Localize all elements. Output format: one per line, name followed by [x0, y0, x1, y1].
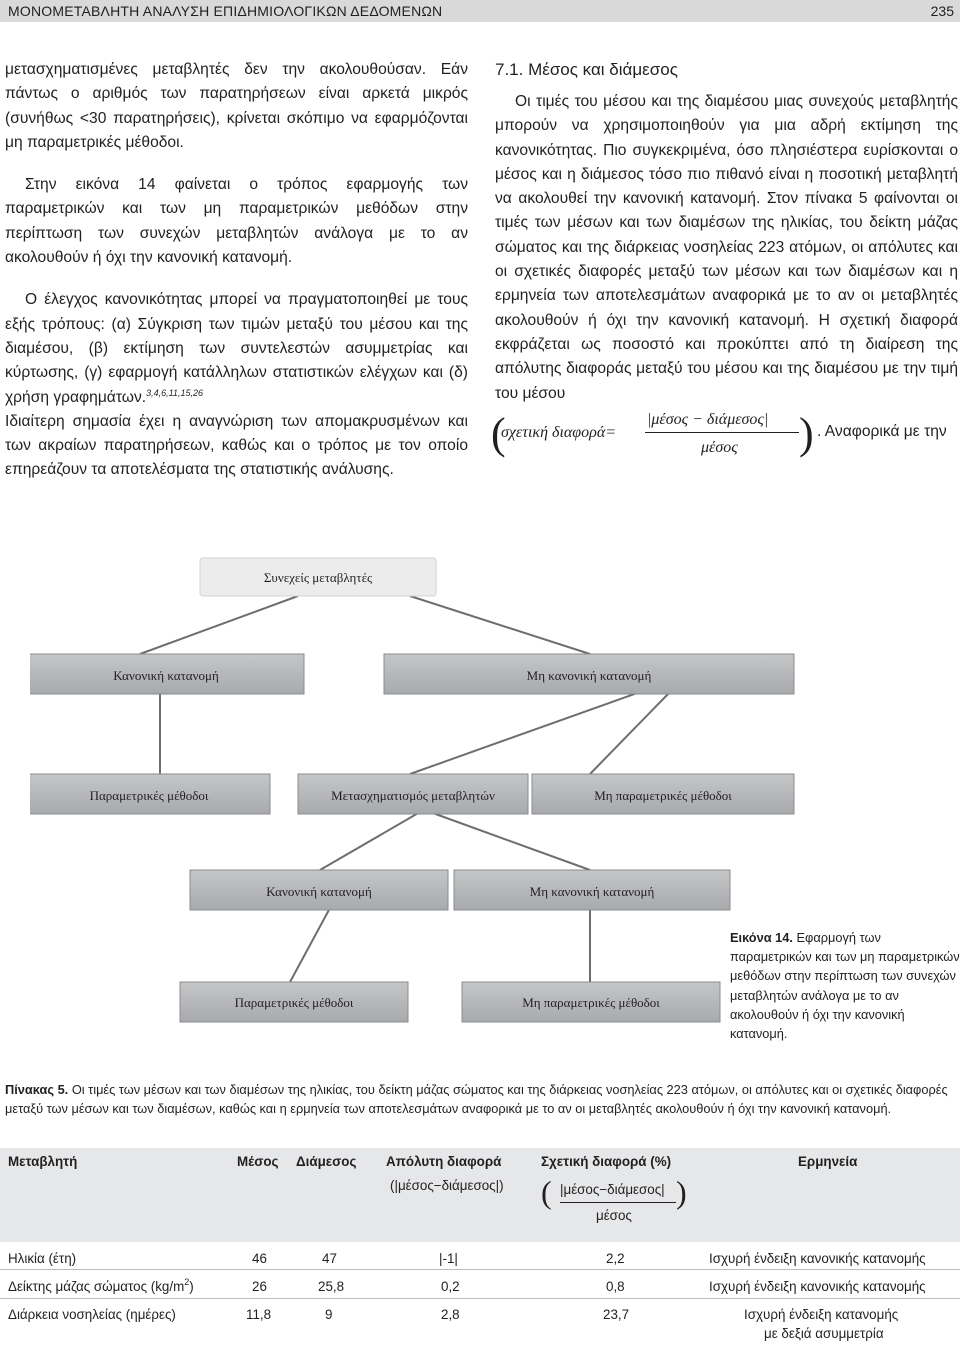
row-median: 25,8 — [318, 1279, 345, 1294]
figure-caption — [730, 928, 960, 1043]
nonnormal-node-2-label: Μη κανονική κατανομή — [529, 884, 655, 899]
col-header-interpretation: Ερμηνεία — [798, 1154, 858, 1169]
normal-node-2-label: Κανονική κατανομή — [266, 884, 372, 899]
running-header — [0, 0, 960, 22]
rel-diff-formula-denominator: μέσος — [596, 1208, 632, 1223]
diagram-normal-node-2 — [190, 870, 448, 910]
row-abs-diff: |-1| — [439, 1251, 458, 1266]
formula-left-paren: ( — [491, 408, 506, 458]
section-heading: 7.1. Μέσος και διάμεσος — [495, 60, 678, 79]
diagram-normal-node — [30, 654, 304, 694]
diagram-transform-node — [298, 774, 528, 814]
row-abs-diff: 2,8 — [441, 1307, 460, 1322]
formula-right-paren: ) — [799, 408, 814, 458]
root-node-label: Συνεχείς μεταβλητές — [263, 570, 373, 585]
row-variable-sup: 2 — [184, 1277, 190, 1287]
row-median: 9 — [325, 1307, 333, 1322]
diagram-root-node — [200, 558, 436, 596]
nonparametric-node-label: Μη παραμετρικές μέθοδοι — [594, 788, 732, 803]
row-variable: Ηλικία (έτη) — [8, 1251, 77, 1266]
diagram-nonnormal-node — [384, 654, 794, 694]
diagram-nonparametric-node-2 — [462, 982, 720, 1022]
formula-numerator: |μέσος − διάμεσος| — [647, 410, 769, 428]
formula-denominator: μέσος — [701, 438, 738, 456]
nonnormal-node-label: Μη κανονική κατανομή — [526, 668, 652, 683]
row-divider — [0, 1298, 960, 1299]
transform-node-label: Μετασχηματισμός μεταβλητών — [331, 788, 495, 803]
running-title: ΜΟΝΟΜΕΤΑΒΛΗΤΗ ΑΝΑΛΥΣΗ ΕΠΙΔΗΜΙΟΛΟΓΙΚΩΝ ΔΕΔΟΜΕΝΩΝ — [8, 3, 443, 19]
col-header-median: Διάμεσος — [296, 1154, 357, 1169]
nonparametric-node-2-label: Μη παραμετρικές μέθοδοι — [522, 995, 660, 1010]
formula-fraction-bar — [645, 432, 799, 433]
table-caption — [5, 1080, 957, 1118]
normal-node-label: Κανονική κατανομή — [113, 668, 219, 683]
col-header-abs-diff: Απόλυτη διαφορά — [386, 1154, 502, 1169]
left-paragraph-3 — [5, 288, 468, 409]
row-variable-text: Δείκτης μάζας σώματος (kg/m — [8, 1279, 185, 1294]
row-mean: 46 — [252, 1251, 267, 1266]
diagram-parametric-node-2 — [180, 982, 408, 1022]
rel-formula-left-paren: ( — [541, 1174, 552, 1210]
col-header-variable: Μεταβλητή — [8, 1154, 78, 1169]
row-rel-diff: 23,7 — [603, 1307, 630, 1322]
col-header-rel-diff: Σχετική διαφορά (%) — [541, 1154, 672, 1169]
left-paragraph-2: Στην εικόνα 14 φαίνεται ο τρόπος εφαρμογής των παραμετρικών και των μη παραμετρικών μεθόδων στην περίπτωση των συνεχών μεταβλητών ανάλογα με το αν ακολουθούν ή όχι την κανονική κατανομή. — [5, 176, 468, 267]
row-abs-diff: 0,2 — [441, 1279, 460, 1294]
row-mean: 11,8 — [246, 1307, 272, 1322]
abs-diff-formula: (|μέσος−διάμεσος|) — [390, 1178, 504, 1193]
row-interpretation: Ισχυρή ένδειξη κανονικής κατανομής — [709, 1279, 926, 1294]
row-interpretation-line-2: με δεξιά ασυμμετρία — [764, 1326, 884, 1341]
left-column — [5, 58, 468, 483]
row-variable — [8, 1279, 194, 1294]
row-variable-end: ) — [189, 1279, 194, 1294]
rel-formula-bar — [560, 1202, 676, 1203]
diagram-parametric-node — [30, 774, 270, 814]
parametric-node-label: Παραμετρικές μέθοδοι — [89, 788, 209, 803]
formula-tail-text: . Αναφορικά με την — [817, 422, 947, 440]
diagram-nonnormal-node-2 — [454, 870, 730, 910]
row-variable: Διάρκεια νοσηλείας (ημέρες) — [8, 1307, 176, 1322]
figure-caption-text: Εφαρμογή των παραμετρικών και των μη παραμετρικών μεθόδων στην περίπτωση των συνεχών μεταβλητών ανάλογα με το αν ακολουθούν ή όχι την κανονική κατανομή. — [730, 930, 960, 1042]
col-header-mean: Μέσος — [237, 1154, 279, 1169]
rel-formula-right-paren: ) — [676, 1174, 687, 1210]
row-divider — [0, 1269, 960, 1270]
row-mean: 26 — [252, 1279, 267, 1294]
parametric-node-2-label: Παραμετρικές μέθοδοι — [234, 995, 354, 1010]
left-paragraph-3-text: Ο έλεγχος κανονικότητας μπορεί να πραγματοποιηθεί με τους εξής τρόπους: (α) Σύγκριση των τιμών μεταξύ του μέσου και της διαμέσου, (β) εκτίμηση των συντελεστών ασυμμετρίας και κύρτωσης, (γ) εφαρμογή κατάλληλων στατιστικών ελέγχων και (δ) χρήση γραφημάτων. — [5, 291, 468, 406]
rel-diff-formula-numerator: |μέσος−διάμεσος| — [560, 1182, 665, 1197]
table-caption-label: Πίνακας 5. — [5, 1082, 69, 1097]
page-number: 235 — [930, 3, 954, 19]
figure-caption-label: Εικόνα 14. — [730, 930, 793, 945]
row-rel-diff: 0,8 — [606, 1279, 625, 1294]
right-column — [491, 58, 958, 464]
row-median: 47 — [322, 1251, 337, 1266]
reference-superscript: 3,4,6,11,15,26 — [146, 387, 203, 398]
left-paragraph-1: μετασχηματισμένες μεταβλητές δεν την ακολουθούσαν. Εάν πάντως ο αριθμός των παρατηρήσεων είναι αρκετά μικρός (συνήθως <30 παρατηρήσεις), κρίνεται σκόπιμο να εφαρμόζονται μη παραμετρικές μέθοδοι. — [5, 61, 468, 151]
row-rel-diff: 2,2 — [606, 1251, 625, 1266]
results-table — [0, 1148, 960, 1348]
left-paragraph-4: Ιδιαίτερη σημασία έχει η αναγνώριση των απομακρυσμένων και των ακραίων παρατηρήσεων, καθώς και ο τρόπος με τον οποίο επηρεάζουν τα αποτελέσματα της στατιστικής ανάλυσης. — [5, 412, 468, 479]
row-interpretation: Ισχυρή ένδειξη κανονικής κατανομής — [709, 1251, 926, 1266]
table-caption-text: Οι τιμές των μέσων και των διαμέσων της ηλικίας, του δείκτη μάζας σώματος και της διάρκειας νοσηλείας 223 ατόμων, οι απόλυτες και οι σχετικές διαφορές μεταξύ των μέσων και των διαμέσων, καθώς και η ερμηνεία των αποτελεσμάτων αναφορικά με το αν οι μεταβλητές ακολουθούν ή όχι την κανονική κατανομή. — [5, 1082, 948, 1117]
row-interpretation: Ισχυρή ένδειξη κατανομής — [744, 1307, 899, 1322]
formula-lhs: σχετική διαφορά= — [501, 423, 617, 441]
relative-difference-formula — [491, 408, 958, 464]
right-paragraph-1: Οι τιμές του μέσου και της διαμέσου μιας συνεχούς μεταβλητής μπορούν να χρησιμοποιηθούν για μια αδρή εκτίμηση της κανονικότητας. Πιο συγκεκριμένα, όσο πλησιέστερα ευρίσκονται ο μέσος και η διάμεσος τόσο πιο πιθανό είναι η ποσοτική μεταβλητή να ακολουθεί την κανονική κατανομή. Στον πίνακα 5 φαίνονται οι τιμές των μέσων και των διαμέσων της ηλικίας, του δείκτη μάζας σώματος και της διάρκειας νοσηλείας 223 ατόμων, οι απόλυτες και οι σχετικές διαφορές μεταξύ των μέσων και των διαμέσων και η ερμηνεία των αποτελεσμάτων αναφορικά με το αν οι μεταβλητές ακολουθούν ή όχι την κανονική κατανομή. Η σχετική διαφορά εκφράζεται ως ποσοστό και προκύπτει από τη διαίρεση της απόλυτης διαφοράς μεταξύ του μέσου και της διαμέσου με την τιμή του μέσου — [495, 93, 958, 402]
diagram-nonparametric-node — [532, 774, 794, 814]
